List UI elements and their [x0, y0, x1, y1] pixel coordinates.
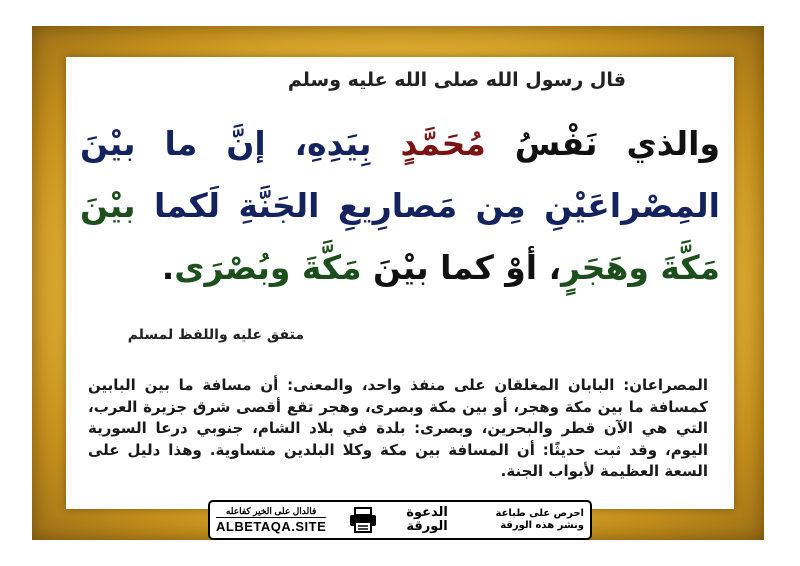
hadith-segment: المِصْراعَيْنِ مِن مَصارِيعِ الجَنَّةِ لَكما: [135, 186, 720, 225]
hadith-segment: بِيَدِهِ، إنَّ ما بيْنَ: [80, 124, 401, 163]
footer-site-block: [216, 506, 326, 534]
header-line: قال رسول الله صلى الله عليه وسلم: [287, 69, 626, 91]
hadith-segment: .: [161, 248, 175, 287]
hadith-source: متفق عليه واللفظ لمسلم: [127, 327, 304, 343]
logo-line: الدعوة: [406, 505, 448, 520]
site-link[interactable]: ALBETAQA.SITE: [216, 519, 327, 534]
hadith-segment: بيْنَ مَكَّةَ وهَجَرٍ: [80, 186, 720, 287]
footer-note-line: احرص على طباعة: [495, 508, 584, 519]
logo-mark: [400, 504, 454, 536]
hadith-segment: والذي نَفْسُ: [485, 124, 720, 163]
hadith-card: [66, 57, 734, 509]
hadith-segment: ، أوْ كما بيْنَ: [361, 248, 562, 287]
logo-line: الورقة: [406, 519, 448, 534]
printer-icon: [346, 505, 380, 535]
hadith-text: [80, 113, 720, 299]
footer-note: [474, 508, 584, 532]
hadith-segment: مُحَمَّدٍ: [400, 124, 486, 163]
footer-bar: [208, 500, 592, 540]
explanation-text: المصراعان: البابان المغلقان على منفذ واحد، والمعنى: أن مسافة ما بين البابين كمسافة ما بين مكة وهجر، أو بين مكة وبصرى، وهجر تقع أقصى شرق جزيرة العرب، التي هي الآن قطر والبحرين، وبصرى: بلدة في بلاد الشام، جنوبي درعا السورية اليوم، وقد ثبت حديثًا: أن المسافة بين مكة وكلا البلدين متساوية. وهذا دليل على السعة العظيمة لأبواب الجنة.: [88, 376, 708, 480]
footer-caption: فالدال على الخير كفاعله: [225, 506, 317, 516]
hadith-segment: مَكَّةَ وبُصْرَى: [174, 248, 362, 287]
footer-note-line: ونشر هذه الورقة: [500, 520, 584, 531]
